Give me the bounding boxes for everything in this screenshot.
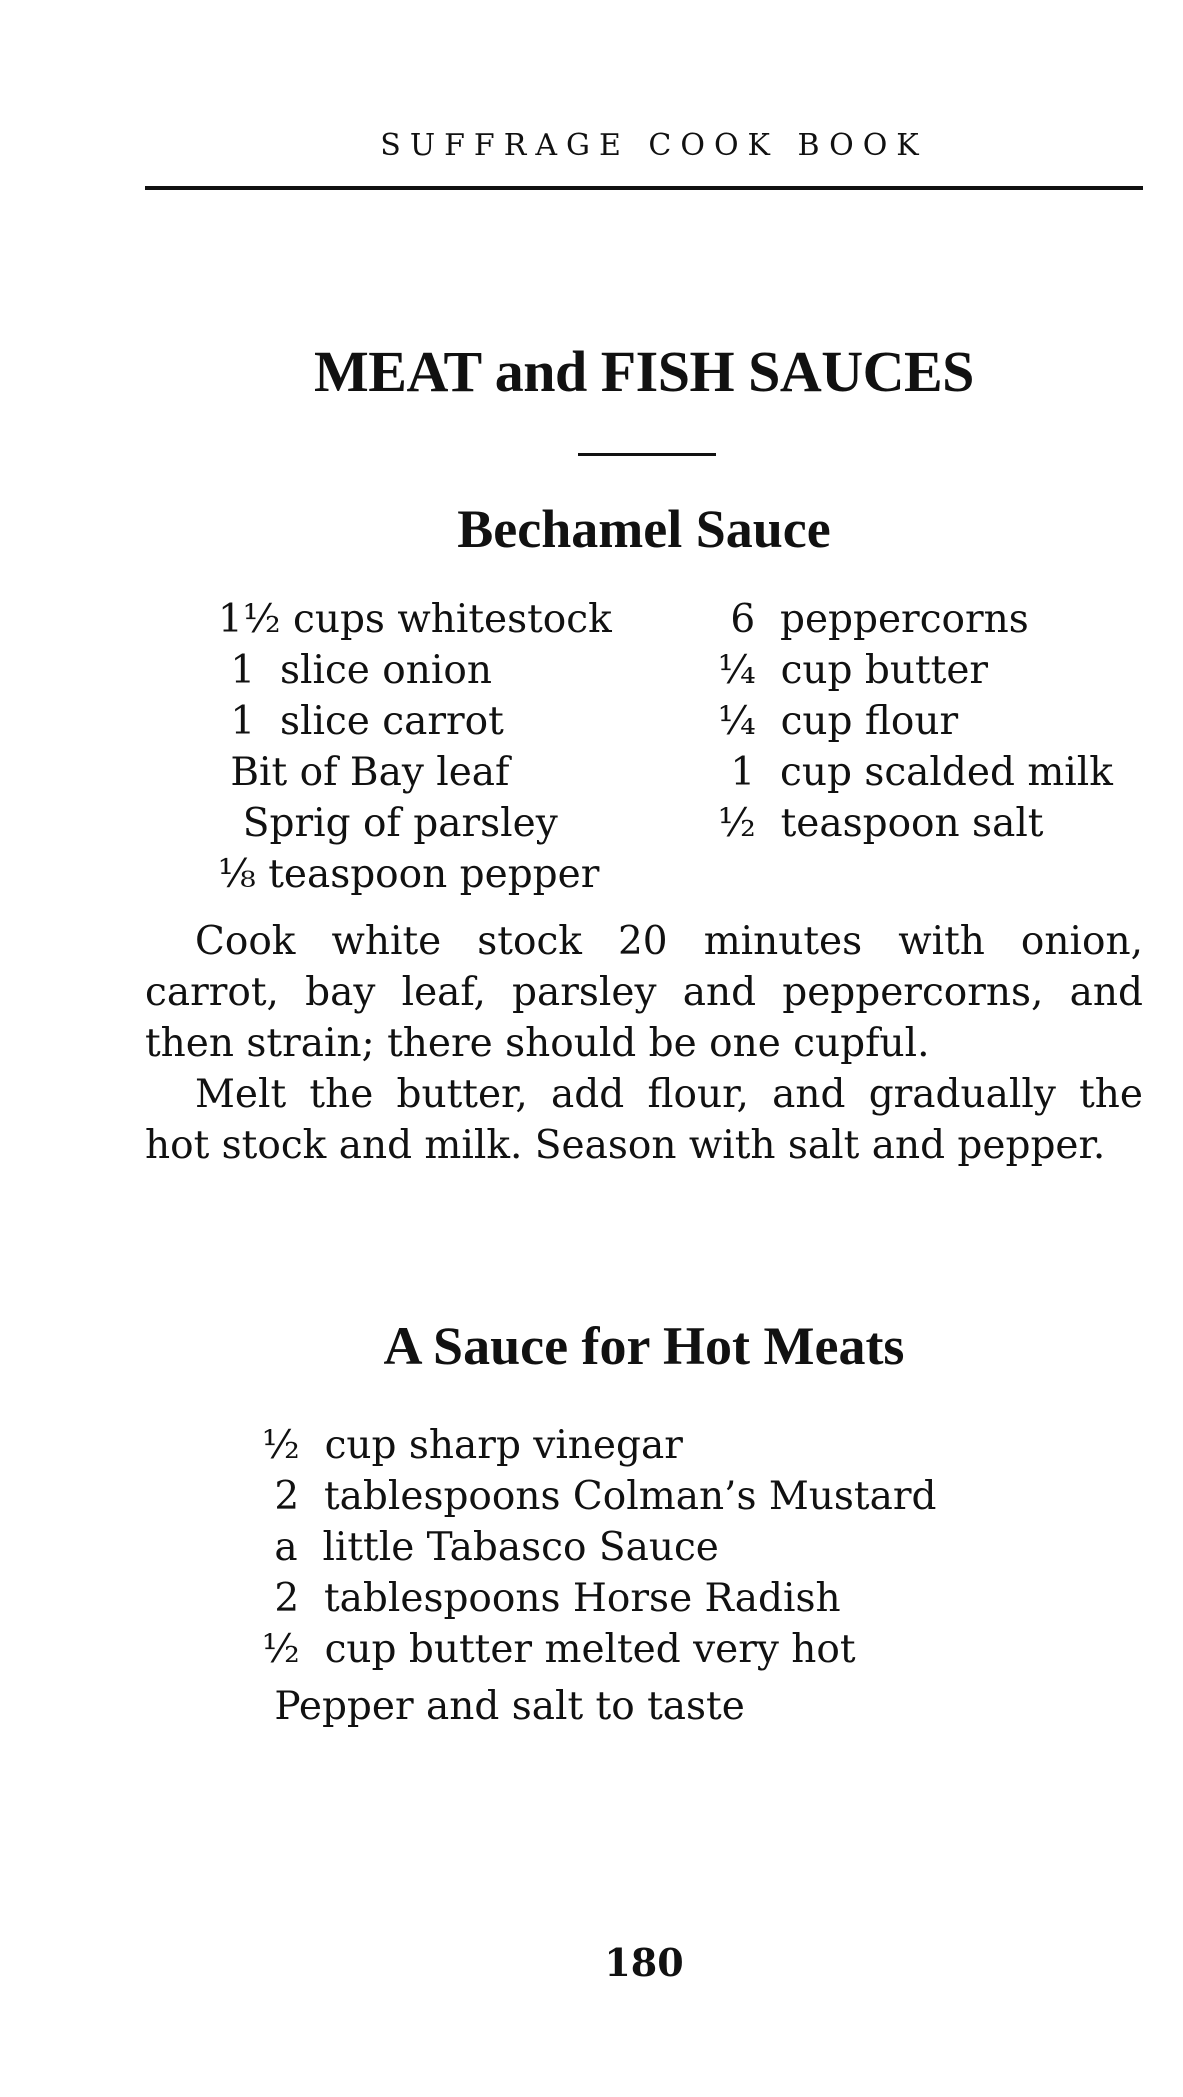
bechamel-method [145,916,1143,1171]
title-divider [578,453,716,456]
ingredient: 2 tablespoons Colman’s Mustard [262,1474,937,1519]
method-paragraph: Cook white stock 20 minutes with onion, carrot, bay leaf, parsley and peppercorns, and then strain; there should be one cupful. [145,919,1143,1066]
chapter-title: MEAT and FISH SAUCES [314,339,974,404]
ingredient: 1 slice onion [218,648,492,693]
ingredient: ½ cup butter melted very hot [262,1627,856,1672]
running-head: SUFFRAGE COOK BOOK [380,128,928,163]
method-paragraph: Melt the butter, add flour, and gradually the hot stock and milk. Season with salt and pepper. [145,1072,1143,1168]
recipe-title-hot-meats: A Sauce for Hot Meats [383,1316,905,1376]
bechamel-ingredients-right [718,594,1113,849]
ingredient: 1½ cups whitestock [218,597,612,642]
ingredient: a little Tabasco Sauce [262,1525,719,1570]
ingredient: 1 slice carrot [218,699,504,744]
ingredient: Sprig of parsley [218,801,558,846]
ingredient: Pepper and salt to taste [262,1684,745,1729]
ingredient: ¼ cup butter [718,648,989,693]
ingredient: 6 peppercorns [718,597,1029,642]
bechamel-ingredients-left [218,594,612,900]
hot-meats-ingredients [262,1420,936,1732]
ingredient: 1 cup scalded milk [718,750,1113,795]
ingredient: ¼ cup flour [718,699,959,744]
page-number: 180 [604,1940,684,1985]
ingredient: ⅛ teaspoon pepper [218,852,600,897]
ingredient: Bit of Bay leaf [218,750,510,795]
ingredient: 2 tablespoons Horse Radish [262,1576,841,1621]
ingredient: ½ cup sharp vinegar [262,1423,683,1468]
ingredient: ½ teaspoon salt [718,801,1044,846]
header-rule [145,186,1143,190]
recipe-title-bechamel: Bechamel Sauce [457,499,831,559]
